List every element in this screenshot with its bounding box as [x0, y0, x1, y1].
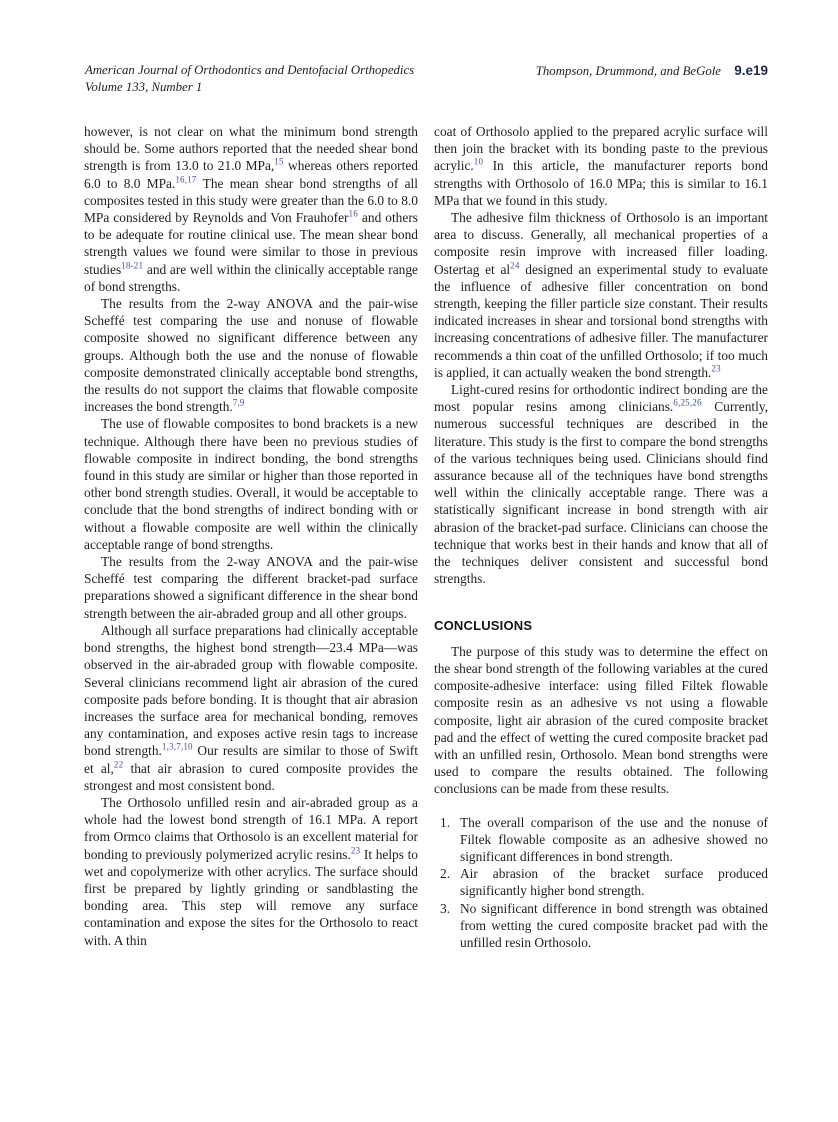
running-head-left: [85, 62, 414, 95]
list-text: No significant difference in bond strength was obtained from wetting the cured composite bracket pad with the unfilled resin Orthosolo.: [460, 900, 768, 950]
list-number: 2.: [440, 866, 451, 882]
paragraph: coat of Orthosolo applied to the prepared acrylic surface will then join the bracket with its bonding paste to the previous acrylic.$^{10}$ In this article, the manufacturer reports bond strengths with Orthosolo of 16.0 MPa; this is similar to 16.1 MPa that we found in this study.: [434, 124, 768, 208]
list-item: [434, 814, 768, 866]
right-column: [434, 123, 768, 951]
paragraph: Although all surface preparations had clinically acceptable bond strengths, the highest bond strength—23.4 MPa—was observed in the air-abraded group with flowable composite. Several clinicians recommend light air abrasion of the cured composite pads before bonding. It is thought that air abrasion increases the surface area for mechanical bonding, removes any contamination, and exposes active resin tags to increase bond strength.$^{1,3,7,10}$ Our results are similar to those of Swift et al,$^{22}$ that air abrasion to cured composite provides the strongest and most consistent bond.: [84, 622, 419, 793]
paragraph: Light-cured resins for orthodontic indirect bonding are the most popular resins among clinicians.$^{6,25,26}$ Currently, numerous successful techniques are described in the literature. This study is the first to compare the bond strengths of the various techniques being used. Clinicians should find assurance because all of the techniques have bond strengths well within the clinically acceptable range. There was a statistically significant increase in bond strength with air abrasion of the bracket-pad surface. Clinicians can choose the technique that works best in their hands and know that all of the techniques deliver consistent and successful bond strengths.: [434, 382, 768, 587]
paragraph: The purpose of this study was to determine the effect on the shear bond strength of the following variables at the cured composite-adhesive interface: using filled Filtek flowable composite resin as an adhesive vs not using a flowable composite, light air abrasion of the cured composite bracket pad and the effect of wetting the cured composite bracket pad with an unfilled resin, Orthosolo. Mean bond strengths were used to compare the results obtained. The following conclusions can be made from these results.: [434, 643, 768, 797]
list-item: [434, 865, 768, 899]
citation-ref[interactable]: 16,17: [175, 174, 197, 185]
paragraph: The adhesive film thickness of Orthosolo is an important area to discuss. Generally, all mechanical properties of a composite resin improve with increased filler loading. Ostertag et al$^{24}$ designed an experimental study to evaluate the influence of adhesive filler concentration on bond strength, keeping the filler particle size constant. Their results indicated increases in shear and torsional bond strengths with increasing concentrations of adhesive filler. The manufacturer recommends a thin coat of the unfilled Orthosolo; if too much is applied, it can actually weaken the bond strength.$^{23}$: [434, 210, 768, 380]
list-number: 3.: [440, 900, 451, 916]
citation-ref[interactable]: 18-21: [121, 260, 144, 271]
citation-ref[interactable]: 15: [274, 156, 284, 167]
paragraph: The Orthosolo unfilled resin and air-abraded group as a whole had the lowest bond strength of 16.1 MPa. A report from Ormco claims that Orthosolo is an excellent material for bonding to previously polymerized acrylic resins.$^{23}$ It helps to wet and copolymerize with other acrylics. The surface should first be prepared by lightly grinding or sandblasting the bonding area. This step will remove any surface contamination and expose the sites for the Orthosolo to react with. A thin: [84, 794, 418, 948]
list-text: The overall comparison of the use and the nonuse of Filtek flowable composite as an adhesive showed no significant differences in bond strength.: [460, 814, 768, 864]
paragraph: The results from the 2-way ANOVA and the pair-wise Scheffé test comparing the different bracket-pad surface preparations showed a significant difference in the shear bond strength between the air-abraded group and all other groups.: [84, 554, 418, 621]
citation-ref[interactable]: 16: [348, 208, 358, 219]
list-number: 1.: [440, 814, 451, 830]
article-body: [84, 123, 768, 951]
citation-ref[interactable]: 23: [711, 363, 721, 374]
page-number: 9.e19: [734, 62, 768, 78]
left-column: [84, 123, 418, 951]
running-head-right: [536, 62, 768, 79]
paragraph: The results from the 2-way ANOVA and the pair-wise Scheffé test comparing the use and nonuse of flowable composite showed no significant difference between any groups. Although both the use and the nonuse of flowable composite demonstrated clinically acceptable bond strengths, the results do not support the claims that flowable composite increases the bond strength.$^{7,9}$: [84, 296, 418, 415]
conclusions-list: [434, 814, 768, 952]
running-head: [85, 62, 768, 95]
citation-ref[interactable]: 6,25,26: [673, 397, 702, 408]
citation-ref[interactable]: 24: [510, 260, 520, 271]
list-item: [434, 900, 768, 952]
journal-title: American Journal of Orthodontics and Dentofacial Orthopedics: [85, 63, 415, 77]
citation-ref[interactable]: 7,9: [232, 397, 245, 408]
citation-ref[interactable]: 10: [473, 156, 484, 167]
journal-volume: Volume 133, Number 1: [85, 79, 203, 94]
citation-ref[interactable]: 1,3,7,10: [161, 741, 193, 752]
section-heading: CONCLUSIONS: [434, 618, 533, 634]
paragraph: however, is not clear on what the minimum bond strength should be. Some authors reported that the needed shear bond strength is from 13.0 to 21.0 MPa,$^{15}$ whereas others reported 6.0 to 8.0 MPa.$^{16,17}$ The mean shear bond strengths of all composites tested in this study were greater than the 6.0 to 8.0 MPa considered by Reynolds and Von Frauhofer$^{16}$ and others to be adequate for routine clinical use. The mean shear bond strength values we found were similar to those in previous studies$^{18-21}$ and are well within the clinically acceptable range of bond strengths.: [84, 124, 418, 294]
list-text: Air abrasion of the bracket surface produced significantly higher bond strength.: [460, 866, 768, 899]
citation-ref[interactable]: 22: [113, 759, 124, 770]
paragraph: The use of flowable composites to bond brackets is a new technique. Although there have been no previous studies of flowable composite in indirect bonding, the bond strengths found in this study are similar or higher than those reported in other bond strength studies. Overall, it would be acceptable to conclude that the bond strengths of indirect bonding with or without a flowable composite are well within the clinically acceptable range of bond strengths.: [84, 416, 418, 552]
citation-ref[interactable]: 23: [350, 845, 361, 856]
running-authors: Thompson, Drummond, and BeGole: [535, 63, 721, 78]
